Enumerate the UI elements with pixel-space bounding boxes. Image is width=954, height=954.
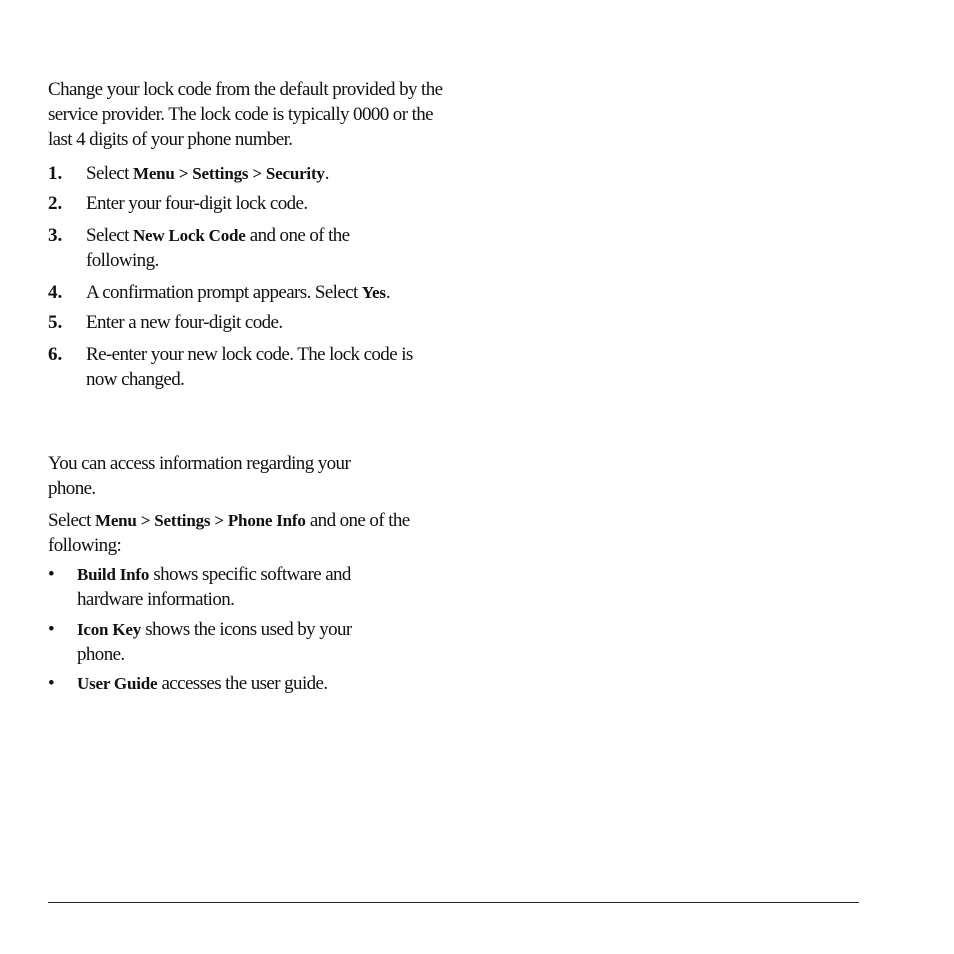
bullet-dot: •	[48, 619, 55, 640]
step-number: 3.	[48, 225, 63, 246]
footer-rule	[48, 902, 859, 903]
step-text: Enter a new four-digit code.	[86, 312, 283, 333]
bullet-dot: •	[48, 673, 55, 694]
step-text: Enter your four-digit lock code.	[86, 193, 308, 214]
bullet-text: Build Info shows specific software and hardware information.	[77, 564, 351, 610]
bullet-text: Icon Key shows the icons used by your phone.	[77, 619, 352, 665]
step-number: 6.	[48, 344, 63, 365]
phone-info-intro: You can access information regarding your phone.	[48, 453, 351, 499]
step-number: 1.	[48, 163, 63, 184]
bullet-dot: •	[48, 564, 55, 585]
step-number: 4.	[48, 282, 63, 303]
bullet-text: User Guide accesses the user guide.	[77, 673, 328, 694]
step-text: A confirmation prompt appears. Select Yes.	[86, 282, 390, 303]
step-text: Select Menu > Settings > Security.	[86, 163, 329, 184]
phone-info-select: Select Menu > Settings > Phone Info and one of the following:	[48, 510, 410, 556]
step-text: Re-enter your new lock code. The lock code is now changed.	[86, 344, 413, 390]
step-number: 5.	[48, 312, 63, 333]
step-text: Select New Lock Code and one of the following.	[86, 225, 350, 271]
step-number: 2.	[48, 193, 63, 214]
lock-code-intro: Change your lock code from the default provided by the service provider. The lock code is typically 0000 or the last 4 digits of your phone number.	[48, 79, 443, 150]
